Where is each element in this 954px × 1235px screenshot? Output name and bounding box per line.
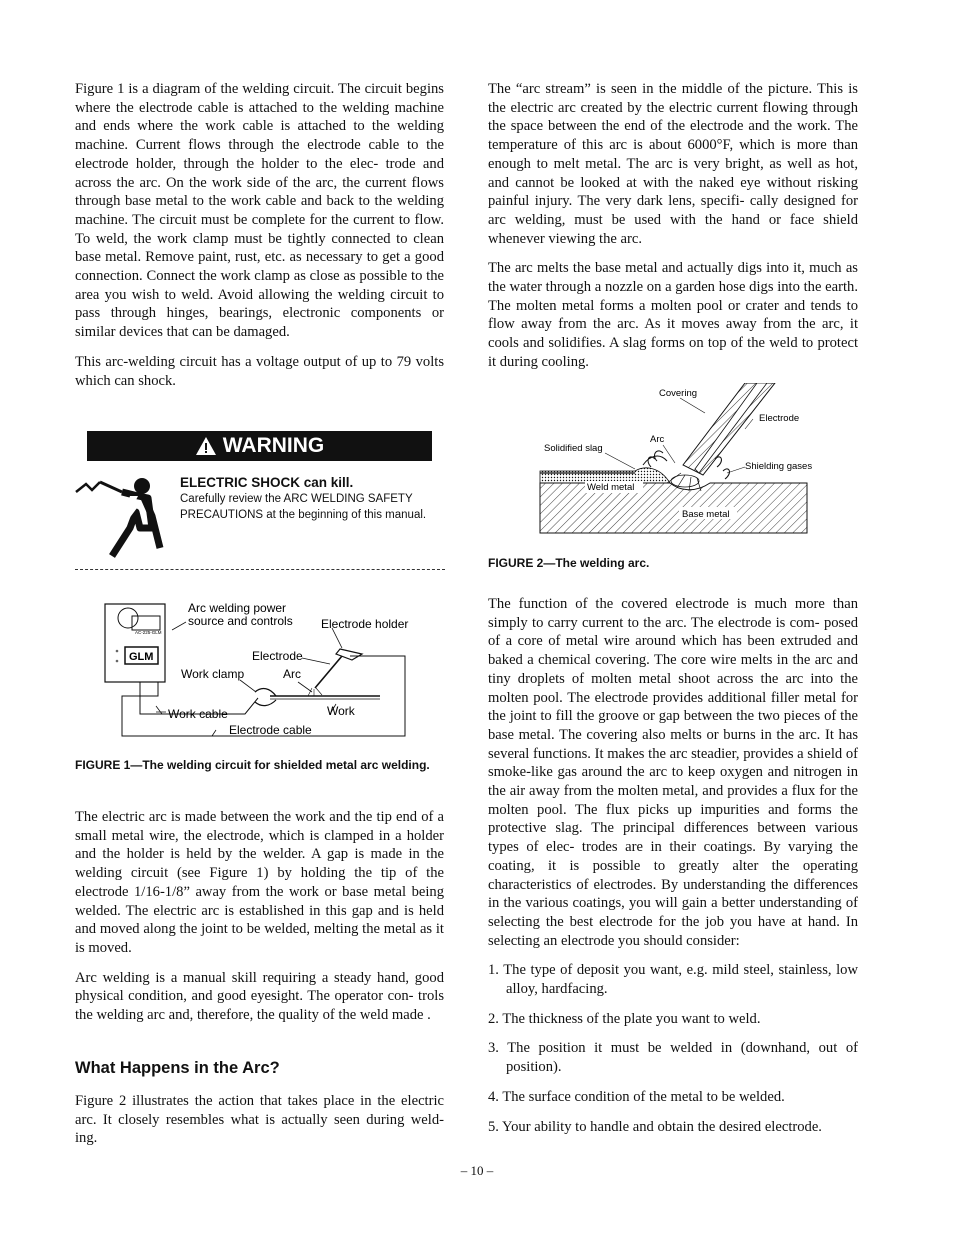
right-column-top: [488, 80, 858, 383]
label-electrode-cable: Electrode cable: [229, 723, 312, 737]
left-column-top: [75, 80, 444, 401]
paragraph-covered-electrode: The function of the covered electrode is much more than simply to carry current to the arc. The electrode is com- posed of a core of metal wire around which has been extruded and baked a chemical covering. The core wire melts in the arc and tiny droplets of molten metal shoot across the arc into the molten pool. The electrode provides additional filler metal for the joint to fill the groove or gap between the two pieces of the base metal. The covering also melts or burns in the arc. It has several functions. It makes the arc steadier, provides a shield of smoke-like gas around the arc to keep oxygen and nitrogen in the air away from the molten metal, and provides a flux for the molten pool. The flux picks up impurities and forms the protective slag. The principal differences between various types of elec- trodes are in their coatings. By varying the coating, it is possible to greatly alter the operating characteristics of electrodes. By understanding the differences in the various coatings, you will gain a better understanding of selecting the best electrode for the job you have at hand. In selecting an electrode you should consider:: [488, 596, 858, 949]
label-power-source-line2: source and controls: [188, 614, 293, 628]
list-item: 4. The surface condition of the metal to be welded.: [488, 1088, 785, 1105]
figure-1-caption: FIGURE 1—The welding circuit for shielded metal arc welding.: [75, 758, 430, 772]
label-work-cable: Work cable: [168, 707, 228, 721]
warning-text: Carefully review the ARC WELDING SAFETY PRECAUTIONS at the beginning of this manual.: [180, 493, 427, 521]
page-number: – 10 –: [460, 1163, 494, 1178]
paragraph-arc-melts: The arc melts the base metal and actually digs into it, much as the water through a nozzle on a garden hose digs into the earth. The molten metal forms a molten pool or crater and tends to flow away from the arc. As it moves away from the arc, it cools and solidifies. A slag forms on top of the weld to protect it during cooling.: [488, 260, 858, 370]
left-column-bottom: [75, 1092, 444, 1159]
label-arc: Arc: [283, 667, 301, 681]
warning-label: WARNING: [222, 434, 325, 457]
list-item: 1. The type of deposit you want, e.g. mild steel, stainless, low alloy, hardfacing.: [488, 962, 858, 998]
list-item: 5. Your ability to handle and obtain the desired electrode.: [488, 1118, 822, 1135]
paragraph-welding-circuit: Figure 1 is a diagram of the welding circuit. The circuit begins where the electrode cable is attached to the welding machine and ends where the work cable is attached to the welding machine. Current flows through the electrode cable to the electrode holder, through the holder to the elec- trode and across the arc. On the work side of the arc, the current flows through base metal to the work cable and back to the welding machine. The circuit must be complete for the current to flow. To weld, the work clamp must be tightly connected to clean base metal. Remove paint, rust, etc. as necessary to get a good connection. Connect the work clamp as close as possible to the area you wish to weld. Avoid allowing the welding circuit to pass through hinges, bearings, electronic components or similar devices that can be damaged.: [75, 81, 444, 341]
paragraph-electric-arc: The electric arc is made between the work and the tip end of a small metal wire, the electrode, which is clamped in a holder and the holder is held by the welder. A gap is made in the welding circuit (see Figure 1) by holding the tip of the electrode 1/16-1/8” away from the work or base metal being welded. The electric arc is established in this gap and is held and moved along the joint to be welded, melting the metal as it is moved.: [75, 809, 444, 956]
paragraph-voltage-output: This arc-welding circuit has a voltage output of up to 79 volts which can shock.: [75, 353, 444, 389]
section-heading-what-happens: What Happens in the Arc?: [75, 1059, 280, 1077]
label-base-metal: Base metal: [682, 509, 730, 520]
label-work-clamp: Work clamp: [181, 667, 245, 681]
label-electrode-holder: Electrode holder: [321, 617, 409, 631]
label-electrode: Electrode: [759, 413, 800, 424]
list-item: 3. The position it must be welded in (downhand, out of position).: [488, 1040, 858, 1076]
machine-badge-label: GLM: [129, 651, 154, 663]
list-item: 2. The thickness of the plate you want to weld.: [488, 1010, 761, 1027]
dashed-divider: [75, 569, 445, 570]
electrode-considerations-list: [488, 961, 858, 1136]
label-covering: Covering: [659, 388, 698, 399]
warning-title: ELECTRIC SHOCK can kill.: [180, 475, 354, 490]
label-power-source-line1: Arc welding power: [188, 601, 287, 615]
warning-banner: [87, 431, 432, 461]
paragraph-manual-skill: Arc welding is a manual skill requiring a steady hand, good physical condition, and good eyesight. The operator con- trols the welding arc and, therefore, the quality of the weld made .: [75, 969, 444, 1024]
left-column-lower: [75, 808, 444, 1036]
electric-shock-person-icon: [72, 468, 172, 563]
paragraph-figure-2-intro: Figure 2 illustrates the action that takes place in the electric arc. It closely resembles what is actually seen during weld- ing.: [75, 1093, 444, 1147]
machine-model-label: AC-225-GLM: [135, 630, 162, 635]
right-column-lower: [488, 595, 858, 1147]
warning-triangle-icon: [195, 436, 217, 456]
figure-1-welding-circuit-diagram: [90, 596, 420, 746]
label-weld-metal: Weld metal: [587, 482, 635, 493]
label-solidified-slag: Solidified slag: [544, 443, 603, 454]
paragraph-arc-stream: The “arc stream” is seen in the middle of the picture. This is the electric arc created by the electric current flowing through the space between the end of the electrode and the work. The temperature of this arc is about 6000°F, which is more than enough to melt metal. The arc is very bright, as well as hot, and cannot be looked at with the naked eye without risking painful injury. The very dark lens, specifi- cally designed for arc welding, must be used with the hand or face shield whenever viewing the arc.: [488, 81, 858, 247]
label-shielding-gases: Shielding gases: [745, 461, 813, 472]
label-electrode: Electrode: [252, 649, 303, 663]
figure-2-welding-arc-diagram: [535, 383, 815, 538]
label-work: Work: [327, 704, 355, 718]
figure-2-caption: FIGURE 2—The welding arc.: [488, 556, 650, 570]
label-arc: Arc: [650, 434, 665, 445]
